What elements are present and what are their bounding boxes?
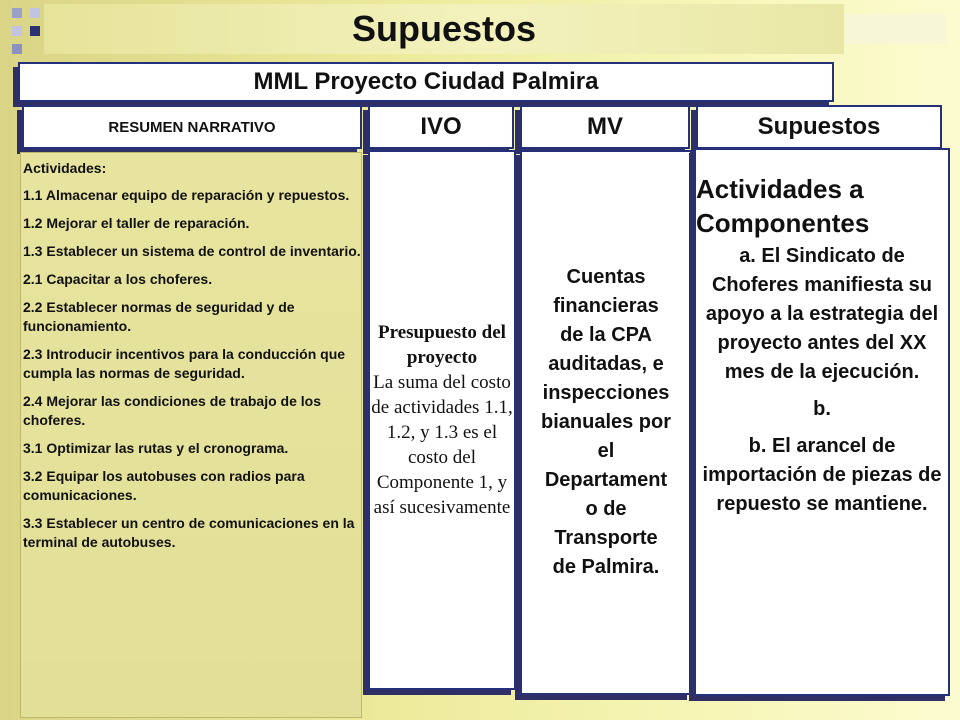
supuesto-b-marker: b.	[813, 398, 831, 420]
list-item: 2.2 Establecer normas de seguridad y de funcionamiento.	[23, 299, 295, 334]
header-label: RESUMEN NARRATIVO	[108, 118, 276, 136]
mv-line: Cuentas	[566, 266, 646, 288]
activities-list	[20, 152, 362, 718]
decor-square	[30, 8, 40, 18]
mv-line: el	[597, 440, 615, 462]
header-ivo	[368, 105, 514, 149]
supuestos-content	[696, 242, 948, 519]
mv-line: financieras	[553, 295, 659, 317]
ivo-text: La suma del costo de actividades 1.1, 1.2, y 1.3 es el costo del Componente 1, y así sucesivamente	[371, 372, 513, 518]
list-item: 1.2 Mejorar el taller de reparación.	[23, 215, 250, 231]
header-supuestos	[696, 105, 942, 149]
mv-line: Departament	[544, 469, 668, 491]
supuestos-cell	[694, 148, 950, 696]
mv-line: de la CPA	[560, 324, 652, 346]
ivo-content	[370, 320, 514, 520]
slide-title: Supuestos	[351, 8, 537, 49]
list-item: 3.2 Equipar los autobuses con radios para comunicaciones.	[23, 468, 305, 503]
header-label: IVO	[420, 113, 462, 140]
list-item: 2.4 Mejorar las condiciones de trabajo de los choferes.	[23, 393, 321, 428]
list-item: 1.1 Almacenar equipo de reparación y repuestos.	[23, 187, 350, 203]
header-mv	[520, 105, 690, 149]
list-item: 2.3 Introducir incentivos para la conducción que cumpla las normas de seguridad.	[23, 346, 346, 381]
list-item: 3.3 Establecer un centro de comunicaciones en la terminal de autobuses.	[23, 515, 355, 550]
matrix-title-box	[18, 62, 834, 102]
mv-line: bianuales por	[540, 411, 672, 433]
header-resumen-narrativo	[22, 105, 362, 149]
supuestos-title: Actividades a Componentes	[696, 174, 870, 238]
mv-line: inspecciones	[542, 382, 670, 404]
mv-line: auditadas, e	[548, 353, 664, 375]
header-label: MV	[587, 113, 623, 140]
mv-line: o de	[585, 498, 627, 520]
list-item: 3.1 Optimizar las rutas y el cronograma.	[23, 440, 289, 456]
activities-heading: Actividades:	[23, 160, 107, 176]
supuesto-a: a. El Sindicato de Choferes manifiesta su apoyo a la estrategia del proyecto antes del XX mes de la ejecución.	[705, 245, 939, 383]
mv-content	[522, 263, 690, 582]
title-highlight	[846, 14, 946, 44]
header-label: Supuestos	[757, 113, 881, 140]
list-item: 1.3 Establecer un sistema de control de inventario.	[23, 243, 361, 259]
decor-square	[30, 26, 40, 36]
decor-square	[12, 44, 22, 54]
ivo-cell	[368, 150, 516, 690]
decor-square	[12, 26, 22, 36]
mv-cell	[520, 150, 692, 695]
supuesto-b: b. El arancel de importación de piezas de repuesto se mantiene.	[702, 435, 942, 515]
list-item: 2.1 Capacitar a los choferes.	[23, 271, 213, 287]
matrix-title: MML Proyecto Ciudad Palmira	[253, 68, 599, 95]
decor-square	[12, 8, 22, 18]
mv-line: Transporte	[554, 527, 658, 549]
ivo-bold-text: Presupuesto del proyecto	[378, 322, 506, 368]
mv-line: de Palmira.	[552, 556, 660, 578]
slide-title-bar	[44, 4, 844, 54]
